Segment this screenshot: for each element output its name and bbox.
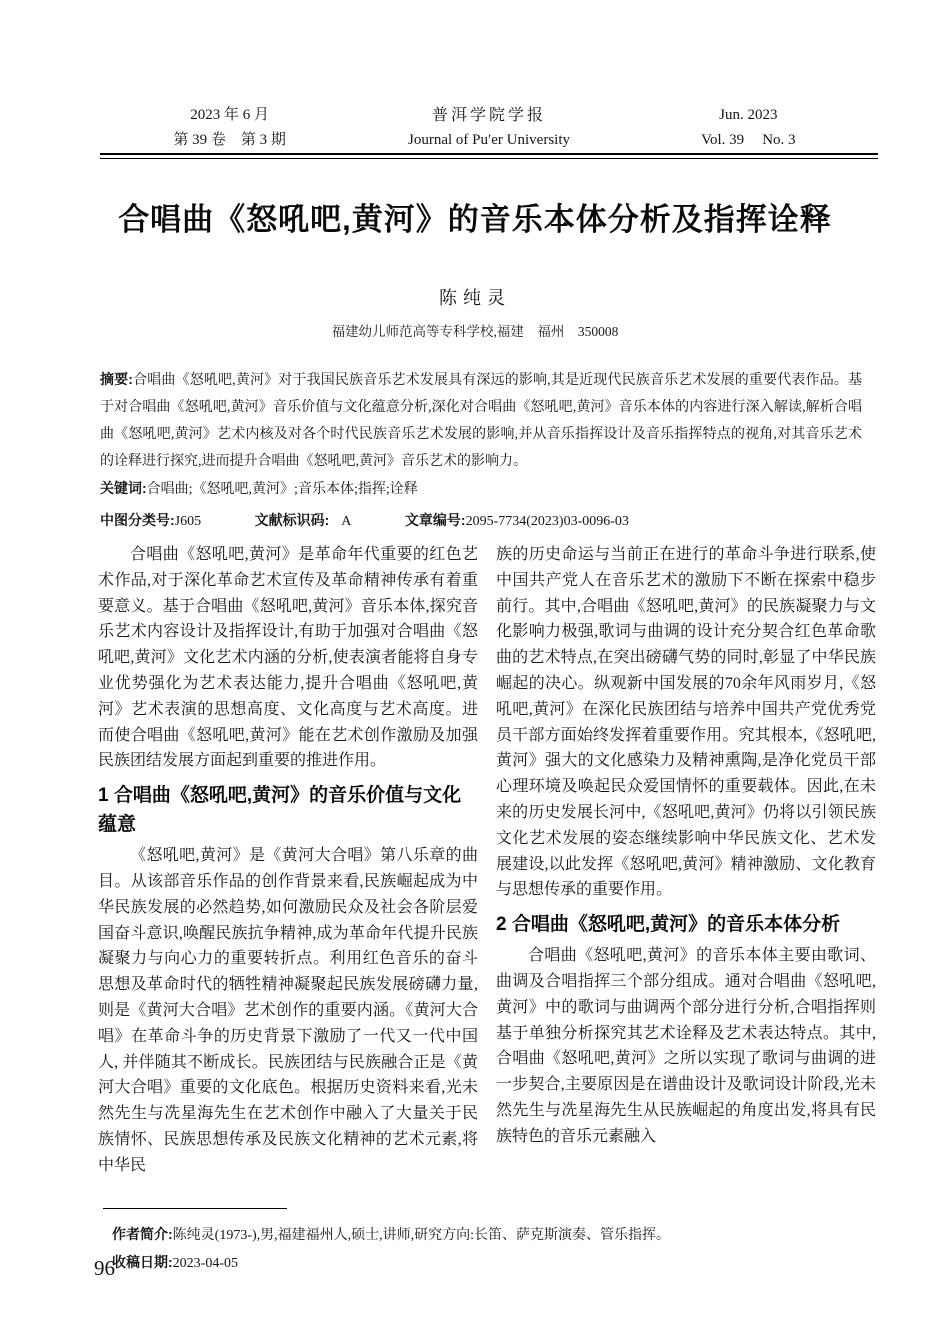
journal-date-cn: 2023 年 6 月	[190, 107, 270, 123]
article-author: 陈纯灵	[439, 288, 511, 308]
section-2-paragraph: 合唱曲《怒吼吧,黄河》的音乐本体主要由歌词、曲调及合唱指挥三个部分组成。通对合唱曲《怒吼吧,黄河》中的歌词与曲调两个部分进行分析,合唱指挥则基于单独分析探究其艺术诠释及艺术表达特点。其中,合唱曲《怒吼吧,黄河》之所以实现了歌词与曲调的进一步契合,主要原因是在谱曲设计及歌词设计阶段,光未然先生与冼星海先生从民族崛起的角度出发,将具有民族特色的音乐元素融入	[496, 947, 876, 1145]
journal-masthead	[100, 103, 878, 153]
journal-name-cn: 普洱学院学报	[431, 107, 546, 124]
section-2-heading: 2 合唱曲《怒吼吧,黄河》的音乐本体分析	[496, 914, 841, 936]
journal-vol-no	[619, 128, 878, 153]
article-id-label: 文章编号:	[404, 512, 466, 528]
received-date-line	[112, 1249, 862, 1277]
clc-label: 中图分类号:	[100, 512, 175, 528]
page-number: 96	[94, 1256, 115, 1280]
article-affiliation: 福建幼儿师范高等专科学校,福建 福州 350008	[331, 324, 619, 339]
section-1-paragraph-left: 《怒吼吧,黄河》是《黄河大合唱》第八乐章的曲目。从该部音乐作品的创作背景来看,民族崛起成为中华民族发展的必然趋势,如何激励民众及社会各阶层爱国奋斗意识,唤醒民族抗争精神,成为革命年代提升民族凝聚力与向心力的重要转折点。利用红色音乐的奋斗思想及革命时代的牺牲精神凝聚起民族发展磅礴力量,则是《黄河大合唱》艺术创作的重要内涵。《黄河大合唱》在革命斗争的历史背景下激励了一代又一代中国人, 并伴随其不断成长。民族团结与民族融合正是《黄河大合唱》重要的文化底色。根据历史资料来看,光未然先生与冼星海先生在艺术创作中融入了大量关于民族情怀、民族思想传承及民族文化精神的艺术元素,将中华民	[98, 847, 478, 1174]
clc-value: J605	[174, 514, 202, 529]
journal-issue-cn: 第 39 卷 第 3 期	[173, 132, 286, 148]
article-id	[405, 514, 629, 529]
author-bio-line	[112, 1221, 862, 1249]
document-code-value: A	[341, 514, 352, 529]
author-bio-text: 陈纯灵(1973-),男,福建福州人,硕士,讲师,研究方向:长笛、萨克斯演奏、管乐指挥。	[172, 1228, 671, 1243]
masthead-rule	[100, 153, 878, 159]
abstract	[100, 366, 862, 475]
footnote-rule	[103, 1208, 287, 1209]
article-title: 合唱曲《怒吼吧,黄河》的音乐本体分析及指挥诠释	[118, 202, 832, 237]
section-1-heading: 1 合唱曲《怒吼吧,黄河》的音乐价值与文化蕴意	[98, 785, 462, 836]
classification-line	[100, 507, 862, 535]
clc-number	[100, 514, 201, 529]
body-column-left	[98, 542, 478, 1222]
author-bio-label: 作者简介:	[112, 1226, 173, 1242]
body-column-right	[496, 542, 876, 1222]
journal-date-en: Jun. 2023	[719, 107, 778, 123]
masthead-right	[619, 103, 878, 153]
journal-number: No. 3	[762, 132, 796, 148]
document-code	[255, 514, 352, 529]
journal-name-en: Journal of Pu′er University	[407, 132, 570, 148]
page-footnote	[112, 1221, 862, 1277]
masthead-left	[100, 103, 359, 153]
received-date-label: 收稿日期:	[112, 1254, 173, 1270]
keywords	[100, 475, 862, 503]
keywords-text: 合唱曲;《怒吼吧,黄河》;音乐本体;指挥;诠释	[146, 482, 418, 497]
keywords-label: 关键词:	[100, 480, 147, 496]
masthead-center	[359, 103, 618, 153]
document-code-label: 文献标识码:	[254, 512, 330, 528]
article-meta-block	[100, 366, 862, 535]
intro-paragraph: 合唱曲《怒吼吧,黄河》是革命年代重要的红色艺术作品,对于深化革命艺术宣传及革命精神传承有着重要意义。基于合唱曲《怒吼吧,黄河》音乐本体,探究音乐艺术内容设计及指挥设计,有助于加强对合唱曲《怒吼吧,黄河》文化艺术内涵的分析,使表演者能将自身专业优势强化为艺术表达能力,提升合唱曲《怒吼吧,黄河》艺术表演的思想高度、文化高度与艺术高度。进而使合唱曲《怒吼吧,黄河》能在艺术创作激励及加强民族团结发展方面起到重要的推进作用。	[98, 546, 478, 770]
body-columns	[98, 542, 876, 1222]
received-date-text: 2023-04-05	[172, 1256, 238, 1271]
article-id-value: 2095-7734(2023)03-0096-03	[465, 514, 629, 529]
abstract-text: 合唱曲《怒吼吧,黄河》对于我国民族音乐艺术发展具有深远的影响,其是近现代民族音乐艺术发展的重要代表作品。基于对合唱曲《怒吼吧,黄河》音乐价值与文化蕴意分析,深化对合唱曲《怒吼吧,黄河》音乐本体的内容进行深入解读,解析合唱曲《怒吼吧,黄河》艺术内核及对各个时代民族音乐艺术发展的影响,并从音乐指挥设计及音乐指挥特点的视角,对其音乐艺术的诠释进行探究,进而提升合唱曲《怒吼吧,黄河》音乐艺术的影响力。	[100, 373, 862, 469]
section-1-paragraph-right: 族的历史命运与当前正在进行的革命斗争进行联系,使中国共产党人在音乐艺术的激励下不断在探索中稳步前行。其中,合唱曲《怒吼吧,黄河》的民族凝聚力与文化影响力极强,歌词与曲调的设计充分契合红色革命歌曲的艺术特点,在突出磅礴气势的同时,彰显了中华民族崛起的决心。纵观新中国发展的70余年风雨岁月,《怒吼吧,黄河》在深化民族团结与培养中国共产党优秀党员干部方面始终发挥着重要作用。究其根本,《怒吼吧,黄河》强大的文化感染力及精神熏陶,是净化党员干部心理环境及唤起民众爱国情怀的重要载体。因此,在未来的历史发展长河中,《怒吼吧,黄河》仍将以引领民族文化艺术发展的姿态继续影响中华民族文化、艺术发展建设,以此发挥《怒吼吧,黄河》精神激励、文化教育与思想传承的重要作用。	[496, 546, 876, 899]
abstract-label: 摘要:	[100, 371, 133, 387]
journal-volume: Vol. 39	[701, 132, 745, 148]
